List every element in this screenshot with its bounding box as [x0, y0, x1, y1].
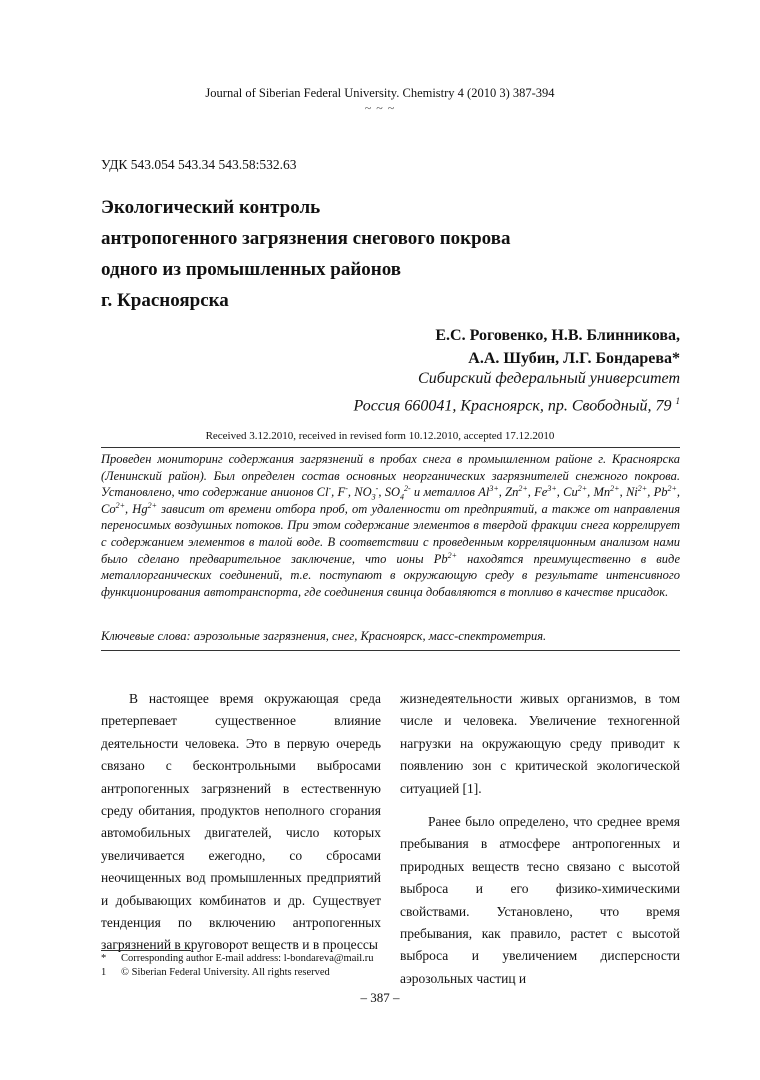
charge: 2+ — [518, 484, 528, 494]
footnote-mark: 1 — [101, 967, 107, 978]
charge: 2- — [403, 484, 411, 494]
body-column-left — [101, 688, 381, 957]
abstract-text: , Mn — [587, 485, 611, 500]
abstract-text: , NO — [347, 485, 372, 500]
charge: - — [345, 484, 348, 494]
abstract-top-rule — [101, 447, 680, 448]
footnote-copyright — [101, 967, 330, 978]
abstract-text: находятся преимущественно в виде металлорганических соединений, т.е. поступают в окружающую среду в результате интенсивного функционирования автотранспорта, где соединения свинца добавляются в топливо в качестве присадок. — [101, 551, 680, 599]
title-line: г. Красноярска — [101, 290, 229, 311]
authors — [435, 324, 680, 370]
page-number: – 387 – — [360, 990, 400, 1005]
affiliation-line — [354, 390, 681, 417]
header-ornament: ~ ~ ~ — [364, 101, 396, 115]
abstract-text: , Zn — [498, 485, 519, 500]
subscript: 4 — [399, 492, 404, 502]
abstract-text: , Ni — [619, 485, 638, 500]
charge: 2+ — [667, 484, 677, 494]
abstract-text: , F — [331, 485, 346, 500]
title-line: одного из промышленных районов — [101, 259, 402, 280]
charge: 2+ — [637, 484, 648, 494]
footnote-corresponding — [101, 953, 374, 964]
footnote-text: Corresponding author E-mail address: l-bondareva@mail.ru — [121, 953, 374, 964]
charge: - — [328, 484, 332, 494]
abstract-bottom-rule — [101, 650, 680, 651]
footnote-text: © Siberian Federal University. All rights reserved — [121, 967, 330, 978]
abstract — [101, 451, 680, 600]
affiliation-footnote-mark: 1 — [675, 396, 680, 406]
charge: 2+ — [610, 484, 620, 494]
charge: 3+ — [547, 484, 557, 494]
body-paragraph: В настоящее время окружающая среда претерпевает существенное влияние деятельности человека. Это в первую очередь связано с бесконтрольными выбросами антропогенных загрязнений в естественную среду обитания, продуктов неполного сгорания автомобильных двигателей, число которых увеличивается ежегодно, со сбросами неочищенных вод промышленных предприятий и добывающих комбинатов и др. Существует тенденция по включению антропогенных загрязнений в круговорот веществ и в процессы — [101, 691, 381, 953]
affiliation — [354, 368, 681, 417]
body-paragraph: жизнедеятельности живых организмов, в том числе и человека. Увеличение техногенной нагрузки на окружающую среду приводит к появлению зон с критической экологической ситуацией [1]. — [400, 691, 680, 796]
charge: 2+ — [115, 500, 125, 510]
footnote-mark: * — [101, 953, 107, 964]
abstract-text: , Co — [101, 485, 680, 516]
body-paragraph: Ранее было определено, что среднее время пребывания в атмосфере антропогенных и природных веществ тесно связано с высотой выброса и его физико-химическими свойствами. Установлено, что время пребывания, как правило, растет с высотой выброса и увеличением дисперсности аэрозольных частиц и — [400, 814, 680, 986]
authors-line: А.А. Шубин, Л.Г. Бондарева* — [468, 350, 680, 367]
footnote-rule — [101, 950, 191, 951]
title-line: Экологический контроль — [101, 197, 321, 218]
article-title — [101, 192, 661, 316]
received-dates: Received 3.12.2010, received in revised form 10.12.2010, accepted 17.12.2010 — [205, 430, 555, 442]
udk-code: УДК 543.054 543.34 543.58:532.63 — [101, 157, 297, 172]
title-line: антропогенного загрязнения снегового покрова — [101, 228, 511, 249]
abstract-text: Проведен мониторинг содержания загрязнений в пробах снега в промышленном районе г. Красноярска (Ленинский район). Был определен состав основных неорганических загрязнителей снежного покрова. Установлено, что содержание анионов Cl — [101, 452, 680, 500]
affiliation-line: Сибирский федеральный университет — [418, 370, 680, 387]
charge: 2+ — [447, 550, 457, 560]
journal-header: Journal of Siberian Federal University. Chemistry 4 (2010 3) 387-394 — [205, 86, 555, 100]
charge: 3+ — [489, 484, 499, 494]
abstract-text: и металлов Al — [410, 485, 490, 500]
charge: 2+ — [147, 500, 157, 510]
abstract-text: зависит от времени отбора проб, от удаленности от предприятий, а также от направления переносимых воздушных потоков. При этом содержание элементов в твердой фракции снега коррелирует с содержанием элементов в талой воде. В соответствии с проведенным корреляционным анализом нами было сделано предварительное заключение, что ионы Pb — [101, 501, 681, 566]
subscript: 3 — [371, 492, 376, 502]
body-column-right — [400, 688, 680, 990]
abstract-text: , Pb — [647, 485, 668, 500]
charge: 2+ — [577, 484, 588, 494]
abstract-text: , Hg — [125, 501, 148, 516]
affiliation-address: Россия 660041, Красноярск, пр. Свободный, 79 — [353, 397, 672, 415]
abstract-text: , Cu — [556, 485, 578, 500]
charge: - — [375, 484, 379, 494]
keywords: Ключевые слова: аэрозольные загрязнения, снег, Красноярск, масс-спектрометрия. — [101, 629, 547, 643]
abstract-text: , SO — [378, 485, 400, 500]
authors-line: Е.С. Роговенко, Н.В. Блинникова, — [435, 327, 680, 344]
abstract-text: , Fe — [527, 485, 548, 500]
